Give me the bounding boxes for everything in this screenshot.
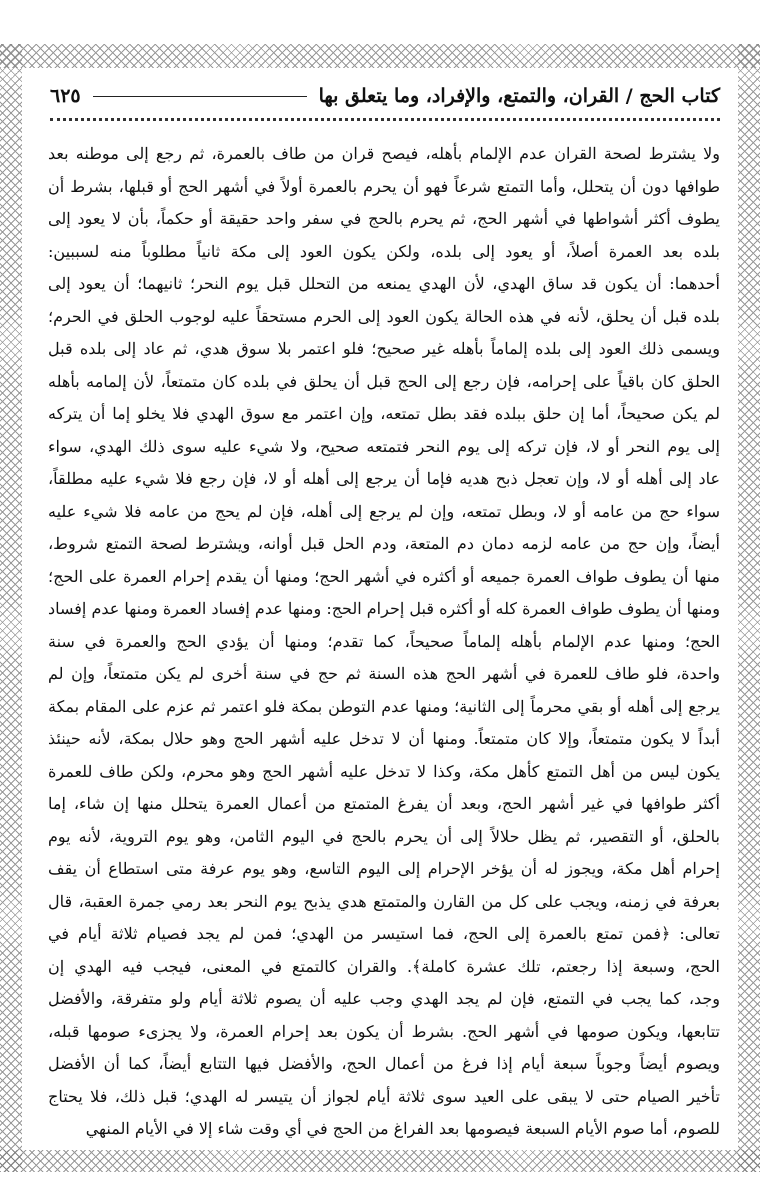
text-line: تتابعها، ويكون صومها في أشهر الحج. بشرط أن يكون بعد إحرام العمرة، ولا يجزىء صومها قبله، (48, 1021, 720, 1041)
text-line: لم يكن صحيحاً، أما إن حلق ببلده فقد بطل تمتعه، وإن اعتمر مع سوق الهدي فلا يخلو إما أن يتركه (48, 404, 720, 423)
text-line: يرجع إلى أهله أو بقي محرماً إلى الثانية؛ ومنها عدم التوطن بمكة فلو اعتمر ثم عزم على المقام بمكة (48, 696, 720, 716)
text-line: طوافها دون أن يتحلل، وأما التمتع شرعاً فهو أن يحرم بالعمرة أولاً في أشهر الحج أو قبلها، بشرط أن (48, 176, 720, 196)
text-line: عاد إلى أهله أو لا، وإن تعجل ذبح هديه فإما أن يرجع إلى أهله أو لا، فإن رجع فلا شيء عليه مطلقاً، (48, 469, 720, 488)
text-line: الحج؛ ومنها عدم الإلمام بأهله إلماماً صحيحاً، كما تقدم؛ ومنها أن يؤدي الحج والعمرة في سنة (48, 631, 720, 651)
text-line: إحرام أهل مكة، ويجوز له أن يؤخر الإحرام إلى اليوم التاسع، وهو يوم عرفة متى استطاع أن يقف (48, 859, 720, 878)
text-line: يطوف أكثر أشواطها في أشهر الحج، ثم يحرم بالحج في سفر واحد حقيقة أو حكماً، بأن لا يعود إلى (48, 209, 720, 228)
text-line: أكثر طوافها في غير أشهر الحج، وبعد أن يفرغ المتمتع من أعمال العمرة يتحلل منها إن شاء، إما (48, 794, 720, 813)
text-line: للصوم، أما صوم الأيام السبعة فيصومها بعد الفراغ من الحج في أي وقت شاء إلا في الأيام المنهي (85, 1119, 720, 1138)
text-line: تعالى: ﴿فمن تمتع بالعمرة إلى الحج، فما استيسر من الهدي؛ فمن لم يجد فصيام ثلاثة أيام في (48, 924, 720, 943)
text-line: وجد، كما يجب في التمتع، فإن لم يجد الهدي وجب عليه أن يصوم ثلاثة أيام ولو متفرقة، والأفضل (48, 989, 720, 1008)
text-line: بعرفة في زمنه، ويجب على كل من القارن والمتمتع هدي يذبح يوم النحر بعد رمي جمرة العقبة، قال (48, 891, 720, 911)
text-line: أبداً لا يكون متمتعاً، وإلا كان متمتعاً. ومنها أن لا تدخل عليه أشهر الحج وهو حلال بمكة، لأنه حينئذ (48, 729, 720, 748)
text-line: أيضاً، وإن حج من عامه لزمه دمان دم المتعة، ودم الحل قبل أوانه، ويشترط لصحة التمتع شروط، (48, 534, 720, 553)
page-header (50, 78, 720, 114)
ornamental-border-left (0, 44, 22, 1172)
text-line: ولا يشترط لصحة القران عدم الإلمام بأهله، فيصح قران من طاف بالعمرة، ثم رجع إلى موطنه بعد (48, 144, 720, 163)
text-line: بلده بعد العمرة أصلاً، أو يعود إلى بلده، ولكن يكون العود إلى مكة ثانياً مطلوباً منه لسببين: (48, 241, 720, 261)
text-line: يكون ليس من أهل التمتع كأهل مكة، وكذا لا تدخل عليه أشهر الحج وهو محرم، ولكن طاف للعمرة (48, 761, 720, 781)
text-line: أحدهما: أن يكون قد ساق الهدي، لأن الهدي يمنعه من التحلل قبل يوم النحر؛ ثانيهما؛ أن يعود إلى (48, 274, 720, 293)
dotted-separator (50, 118, 720, 121)
text-line: ويصوم أيضاً وجوباً سبعة أيام إذا فرغ من أعمال الحج، والأفضل فيها التتابع أيضاً، كما أن الأفضل (48, 1054, 720, 1073)
ornamental-border-right (738, 44, 760, 1172)
header-rule (93, 96, 307, 97)
text-line: إلى يوم النحر أو لا، فإن تركه إلى يوم النحر فتمتعه صحيح، ولا شيء عليه سوى ذلك الهدي، سواء (48, 436, 720, 456)
text-line: بلده قبل أن يحلق، لأنه في هذه الحالة يكون العود إلى الحرم مستحقاً عليه لوجوب الحلق في الحرم؛ (48, 306, 720, 326)
text-line: ومنها أن يطوف طواف العمرة كله أو أكثره قبل إحرام الحج: ومنها عدم إفساد العمرة ومنها عدم إفساد (48, 599, 720, 618)
text-line: تأخير الصيام حتى لا يبقى على العيد سوى ثلاثة أيام لجواز أن يتيسر له الهدي؛ قبل ذلك، فلا يحتاج (48, 1086, 720, 1106)
page-number: ٦٢٥ (50, 85, 81, 107)
text-line: سواء حج من عامه أو لا، وبطل تمتعه، وإن لم يرجع إلى أهله، فإن لم يحج من عامه فلا شيء عليه (48, 501, 720, 521)
ornamental-border-top (0, 44, 760, 68)
text-line: ويسمى ذلك العود إلى بلده إلماماً بأهله غير صحيح؛ فلو اعتمر بلا سوق هدي، ثم عاد إلى بلده قبل (48, 339, 720, 358)
text-line: منها أن يطوف طواف العمرة جميعه أو أكثره في أشهر الحج؛ ومنها أن يقدم إحرام العمرة على الحج؛ (48, 566, 720, 586)
text-line: الحج، وسبعة إذا رجعتم، تلك عشرة كاملة﴾. والقران كالتمتع في المعنى، فيجب فيه الهدي إن (48, 956, 720, 976)
text-line: واحدة، فلو طاف للعمرة في أشهر الحج هذه السنة ثم حج في سنة أخرى لم يكن متمتعاً، وإن لم (48, 664, 720, 683)
text-line: بالحلق، أو التقصير، ثم يظل حلالاً إلى أن يحرم بالحج في اليوم الثامن، وهو يوم التروية، لأنه يوم (48, 826, 720, 846)
body-text (48, 138, 720, 1146)
running-title: كتاب الحج / القران، والتمتع، والإفراد، وما يتعلق بها (318, 85, 720, 107)
ornamental-border-bottom (0, 1150, 760, 1172)
text-line: الحلق كان باقياً على إحرامه، فإن رجع إلى الحج قبل أن يحلق في بلده كان متمتعاً، لأن إلمامه بأهله (48, 371, 720, 391)
